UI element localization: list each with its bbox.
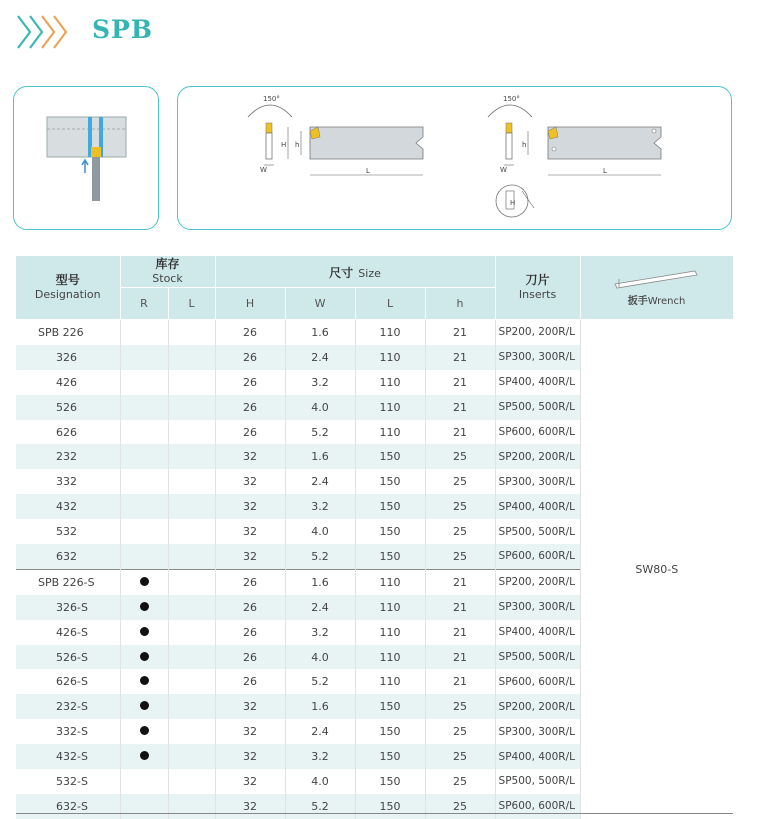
designation-cell: 532-S [16,769,120,794]
application-diagram [14,87,158,229]
H-label-right: H [510,199,516,207]
designation-cell: 532 [16,519,120,544]
size-W-cell: 2.4 [285,719,355,744]
stock-r-cell [120,345,168,370]
size-h-cell: 25 [425,694,495,719]
h-label-left: h [295,141,300,149]
stock-r-cell [120,395,168,420]
insert-cell: SP200, 200R/L [495,444,580,469]
stock-l-cell [168,669,215,694]
stock-r-cell [120,595,168,620]
stock-l-cell [168,645,215,670]
size-h-cell: 21 [425,370,495,395]
size-h-cell: 21 [425,320,495,345]
table-bottom-rule [16,813,733,814]
insert-cell: SP500, 500R/L [495,769,580,794]
size-h-cell: 21 [425,569,495,594]
stock-r-cell [120,620,168,645]
L-label-right: L [603,167,607,175]
insert-cell: SP300, 300R/L [495,469,580,494]
designation-cell: 232-S [16,694,120,719]
size-W-cell: 2.4 [285,345,355,370]
size-W-cell: 1.6 [285,694,355,719]
stock-l-cell [168,444,215,469]
size-W-cell: 4.0 [285,645,355,670]
in-stock-dot-icon [140,652,149,661]
size-h-header: h [425,288,495,320]
stock-l-cell [168,719,215,744]
size-header-cn: 尺寸 [329,266,354,280]
designation-cell: 426-S [16,620,120,645]
in-stock-dot-icon [140,726,149,735]
stock-l-cell [168,595,215,620]
size-L-cell: 150 [355,444,425,469]
stock-l-cell [168,494,215,519]
size-W-cell: 4.0 [285,519,355,544]
h-label-right: h [522,141,527,149]
H-label-left: H [281,141,287,149]
stock-l-cell [168,694,215,719]
spec-table [16,256,734,819]
in-stock-dot-icon [140,676,149,685]
page-title: SPB [92,15,153,44]
size-L-cell: 110 [355,645,425,670]
inserts-header-cn: 刀片 [525,273,550,287]
size-L-cell: 150 [355,469,425,494]
size-L-cell: 150 [355,719,425,744]
designation-cell: 332 [16,469,120,494]
size-H-cell: 32 [215,444,285,469]
size-W-header: W [285,288,355,320]
wrench-header-en: Wrench [647,296,686,307]
size-W-cell: 5.2 [285,669,355,694]
designation-cell: 626 [16,420,120,445]
in-stock-dot-icon [140,577,149,586]
designation-cell: 526 [16,395,120,420]
stock-r-cell [120,519,168,544]
stock-l-cell [168,345,215,370]
designation-cell: 332-S [16,719,120,744]
designation-cell: SPB 226 [16,320,120,345]
size-W-cell: 5.2 [285,794,355,819]
size-h-cell: 21 [425,395,495,420]
insert-cell: SP600, 600R/L [495,794,580,819]
insert-cell: SP300, 300R/L [495,719,580,744]
size-H-cell: 32 [215,544,285,569]
stock-header-cn: 库存 [155,257,180,271]
stock-r-cell [120,494,168,519]
size-L-cell: 110 [355,320,425,345]
stock-l-header: L [168,288,215,320]
size-h-cell: 21 [425,645,495,670]
size-L-header: L [355,288,425,320]
size-L-cell: 110 [355,420,425,445]
stock-l-cell [168,320,215,345]
size-H-cell: 32 [215,494,285,519]
size-L-cell: 150 [355,494,425,519]
size-L-cell: 110 [355,395,425,420]
stock-r-cell [120,769,168,794]
insert-cell: SP200, 200R/L [495,694,580,719]
table-row [16,320,733,345]
designation-cell: 232 [16,444,120,469]
w-label-right: W [500,166,507,174]
tool-diagram-standard [248,95,423,175]
stock-r-cell [120,320,168,345]
stock-r-cell [120,370,168,395]
stock-l-cell [168,420,215,445]
size-h-cell: 21 [425,345,495,370]
designation-cell: 426 [16,370,120,395]
wrench-value-cell: SW80-S [580,320,733,819]
size-h-cell: 25 [425,544,495,569]
wrench-icon [611,267,703,289]
size-W-cell: 3.2 [285,620,355,645]
size-L-cell: 150 [355,544,425,569]
designation-cell: 326-S [16,595,120,620]
insert-cell: SP500, 500R/L [495,395,580,420]
size-h-cell: 25 [425,719,495,744]
stock-r-cell [120,694,168,719]
tool-diagram-screw [488,95,661,217]
dimension-diagram-box [177,86,732,230]
insert-cell: SP500, 500R/L [495,519,580,544]
size-H-cell: 32 [215,469,285,494]
stock-r-cell [120,420,168,445]
size-H-cell: 32 [215,769,285,794]
size-L-cell: 150 [355,794,425,819]
size-header-en: Size [358,267,381,280]
size-L-cell: 150 [355,694,425,719]
in-stock-dot-icon [140,602,149,611]
designation-cell: 526-S [16,645,120,670]
size-W-cell: 5.2 [285,420,355,445]
designation-cell: 626-S [16,669,120,694]
insert-cell: SP500, 500R/L [495,645,580,670]
size-W-cell: 2.4 [285,595,355,620]
size-L-cell: 150 [355,519,425,544]
stock-l-cell [168,395,215,420]
size-H-cell: 32 [215,794,285,819]
inserts-header-en: Inserts [518,288,557,301]
stock-header [120,256,215,288]
dimension-diagram [178,87,731,229]
stock-l-cell [168,794,215,819]
size-H-cell: 26 [215,370,285,395]
size-L-cell: 110 [355,620,425,645]
designation-header [16,256,120,320]
stock-l-cell [168,544,215,569]
size-L-cell: 110 [355,370,425,395]
designation-cell: SPB 226-S [16,569,120,594]
stock-l-cell [168,569,215,594]
chevron-arrows-icon [14,10,70,54]
stock-r-cell [120,645,168,670]
application-diagram-box [13,86,159,230]
angle-label-left: 150° [263,95,280,103]
size-L-cell: 150 [355,744,425,769]
designation-cell: 326 [16,345,120,370]
insert-cell: SP300, 300R/L [495,595,580,620]
size-H-cell: 26 [215,669,285,694]
stock-l-cell [168,769,215,794]
insert-cell: SP400, 400R/L [495,494,580,519]
spec-table-body [16,320,733,819]
size-H-cell: 32 [215,519,285,544]
size-h-cell: 25 [425,469,495,494]
size-h-cell: 21 [425,669,495,694]
stock-l-cell [168,744,215,769]
wrench-header-cn: 扳手 [627,296,648,307]
designation-cell: 432-S [16,744,120,769]
size-h-cell: 21 [425,620,495,645]
size-L-cell: 110 [355,595,425,620]
size-L-cell: 110 [355,569,425,594]
in-stock-dot-icon [140,751,149,760]
wrench-header [580,256,733,320]
in-stock-dot-icon [140,627,149,636]
designation-header-en: Designation [34,288,101,301]
size-W-cell: 1.6 [285,444,355,469]
size-h-cell: 25 [425,519,495,544]
size-H-header: H [215,288,285,320]
stock-r-cell [120,794,168,819]
insert-cell: SP200, 200R/L [495,569,580,594]
size-L-cell: 110 [355,345,425,370]
size-L-cell: 150 [355,769,425,794]
size-W-cell: 4.0 [285,769,355,794]
size-H-cell: 26 [215,395,285,420]
size-L-cell: 110 [355,669,425,694]
size-header [215,256,495,288]
stock-r-header: R [120,288,168,320]
size-H-cell: 26 [215,420,285,445]
stock-r-cell [120,444,168,469]
in-stock-dot-icon [140,701,149,710]
angle-label-right: 150° [503,95,520,103]
insert-cell: SP600, 600R/L [495,420,580,445]
size-W-cell: 1.6 [285,569,355,594]
size-H-cell: 32 [215,719,285,744]
insert-cell: SP200, 200R/L [495,320,580,345]
size-H-cell: 26 [215,595,285,620]
size-H-cell: 32 [215,744,285,769]
size-h-cell: 21 [425,595,495,620]
stock-l-cell [168,620,215,645]
insert-cell: SP400, 400R/L [495,370,580,395]
size-W-cell: 3.2 [285,744,355,769]
insert-cell: SP600, 600R/L [495,669,580,694]
L-label-left: L [366,167,370,175]
stock-l-cell [168,469,215,494]
stock-r-cell [120,469,168,494]
size-W-cell: 3.2 [285,494,355,519]
size-h-cell: 25 [425,494,495,519]
size-H-cell: 26 [215,320,285,345]
size-H-cell: 32 [215,694,285,719]
insert-cell: SP300, 300R/L [495,345,580,370]
size-h-cell: 21 [425,420,495,445]
stock-r-cell [120,569,168,594]
designation-cell: 632 [16,544,120,569]
size-W-cell: 1.6 [285,320,355,345]
page-header [14,10,70,54]
size-H-cell: 26 [215,345,285,370]
stock-r-cell [120,544,168,569]
size-W-cell: 3.2 [285,370,355,395]
stock-l-cell [168,370,215,395]
w-label-left: W [260,166,267,174]
size-h-cell: 25 [425,444,495,469]
insert-cell: SP400, 400R/L [495,744,580,769]
size-H-cell: 26 [215,645,285,670]
stock-r-cell [120,719,168,744]
designation-cell: 632-S [16,794,120,819]
stock-r-cell [120,669,168,694]
stock-header-en: Stock [152,272,183,285]
inserts-header [495,256,580,320]
insert-cell: SP600, 600R/L [495,544,580,569]
size-h-cell: 25 [425,744,495,769]
size-W-cell: 5.2 [285,544,355,569]
size-h-cell: 25 [425,794,495,819]
size-h-cell: 25 [425,769,495,794]
designation-header-cn: 型号 [55,273,80,287]
insert-cell: SP400, 400R/L [495,620,580,645]
stock-r-cell [120,744,168,769]
designation-cell: 432 [16,494,120,519]
size-H-cell: 26 [215,569,285,594]
size-H-cell: 26 [215,620,285,645]
size-W-cell: 4.0 [285,395,355,420]
size-W-cell: 2.4 [285,469,355,494]
stock-l-cell [168,519,215,544]
